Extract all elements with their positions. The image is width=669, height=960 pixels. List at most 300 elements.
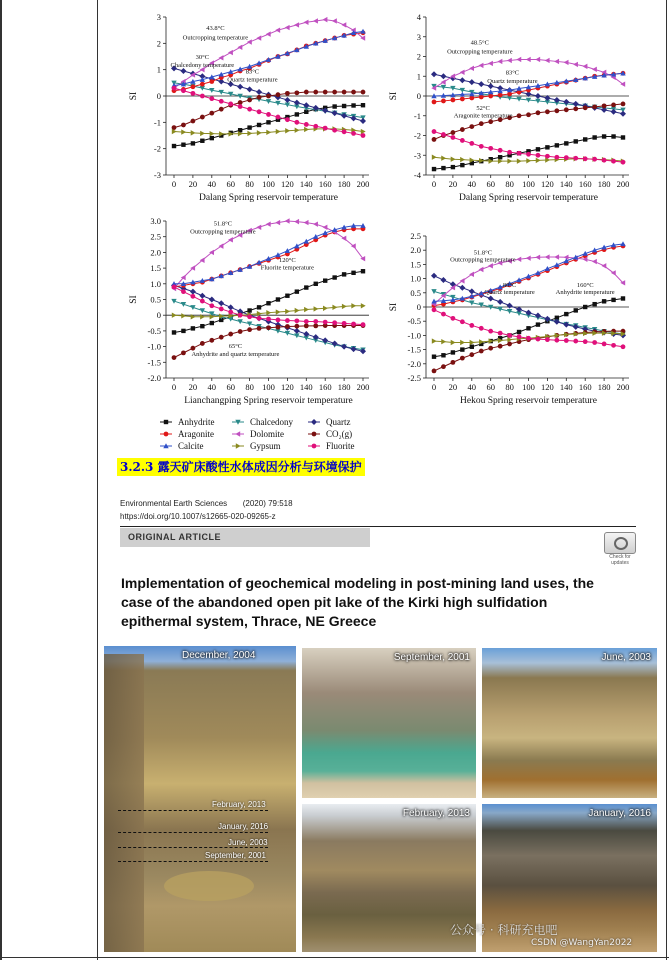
y-tick-label: 1 <box>416 71 421 82</box>
data-point <box>228 50 233 55</box>
data-point <box>479 267 484 272</box>
data-point <box>441 79 446 84</box>
data-point <box>238 313 243 318</box>
data-point <box>332 275 336 279</box>
x-tick-label: 180 <box>597 179 611 189</box>
data-point <box>295 289 299 293</box>
data-point <box>451 165 455 169</box>
data-point <box>469 79 475 85</box>
data-point <box>621 160 626 165</box>
data-point <box>228 310 233 315</box>
data-point <box>432 100 437 105</box>
data-point <box>583 64 588 69</box>
data-point <box>488 94 493 99</box>
annotation: 83°C <box>505 69 520 77</box>
data-point <box>526 336 531 341</box>
data-point <box>507 92 512 97</box>
data-point <box>451 340 456 345</box>
x-tick-label: 200 <box>616 179 630 189</box>
data-point <box>191 326 195 330</box>
y-tick-label: -0.5 <box>147 325 161 336</box>
data-point <box>526 152 531 157</box>
data-point <box>469 141 474 146</box>
x-tick-label: 180 <box>337 179 351 189</box>
annotation: 48.5°C <box>470 39 489 47</box>
check-updates-line1: Check for <box>609 554 631 560</box>
data-point <box>611 102 616 107</box>
data-point <box>219 307 224 312</box>
data-point <box>498 344 503 349</box>
data-point <box>276 318 281 323</box>
x-tick-label: 140 <box>299 179 313 189</box>
data-point <box>564 155 569 160</box>
data-point <box>602 342 607 347</box>
check-for-updates-badge[interactable] <box>604 532 636 564</box>
data-point <box>564 107 569 112</box>
data-point <box>545 254 550 259</box>
data-point <box>200 115 205 120</box>
data-point <box>460 319 465 324</box>
data-point <box>460 127 465 132</box>
doi-link[interactable]: https://doi.org/10.1007/s12665-020-09265-z <box>120 512 276 521</box>
data-point <box>181 350 186 355</box>
x-tick-label: 20 <box>188 382 198 392</box>
page-border-bottom <box>0 957 669 958</box>
data-point <box>266 301 270 305</box>
data-point <box>304 285 308 289</box>
data-point <box>285 25 290 30</box>
data-point <box>361 133 366 138</box>
data-point <box>285 324 290 329</box>
data-point <box>285 294 289 298</box>
data-point <box>190 289 196 295</box>
data-point <box>554 155 559 160</box>
annotation: 80°C <box>502 282 517 290</box>
data-point <box>555 143 559 147</box>
data-point <box>554 97 560 103</box>
data-point <box>460 340 465 345</box>
x-tick-label: 120 <box>541 382 554 392</box>
photo-label-big: December, 2004 <box>182 650 256 661</box>
data-point <box>469 66 474 71</box>
data-point <box>573 156 578 161</box>
data-point <box>351 131 356 136</box>
data-point <box>237 45 242 50</box>
data-point <box>285 128 290 133</box>
legend-label: Gypsum <box>250 441 281 451</box>
y-tick-label: 2.0 <box>410 245 421 256</box>
x-tick-label: 200 <box>616 382 630 392</box>
data-point <box>342 304 347 309</box>
data-point <box>517 113 522 118</box>
data-point <box>304 122 309 127</box>
data-point <box>247 125 251 129</box>
legend-marker <box>164 432 169 437</box>
data-point <box>479 63 484 68</box>
data-point <box>200 341 205 346</box>
x-axis-label: Lianchangping Spring reservoir temperature <box>184 396 353 406</box>
data-point <box>441 339 446 344</box>
level-line-4 <box>118 861 268 862</box>
data-point <box>219 335 224 340</box>
data-point <box>181 143 185 147</box>
y-tick-label: -2.0 <box>147 373 161 383</box>
level-label-jan-2016: January, 2016 <box>218 822 269 831</box>
y-tick-label: 2.5 <box>410 231 421 241</box>
x-tick-label: 20 <box>188 179 198 189</box>
data-point <box>200 131 205 136</box>
data-point <box>583 105 588 110</box>
data-point <box>554 262 559 267</box>
data-point <box>304 220 309 225</box>
x-tick-label: 100 <box>262 382 275 392</box>
data-point <box>247 308 251 312</box>
data-point <box>219 55 224 60</box>
x-axis-label: Dalang Spring reservoir temperature <box>198 193 339 203</box>
y-tick-label: 3 <box>416 31 421 42</box>
y-tick-label: -2 <box>413 130 421 141</box>
data-point <box>460 97 465 102</box>
data-point <box>323 320 328 325</box>
data-point <box>257 95 262 100</box>
data-point <box>592 302 596 306</box>
x-tick-label: 200 <box>356 179 370 189</box>
y-tick-label: -3 <box>153 170 161 180</box>
data-point <box>360 29 365 34</box>
y-tick-label: 0 <box>416 91 421 101</box>
data-point <box>526 112 531 117</box>
level-label-feb-2013: February, 2013 <box>212 800 266 809</box>
x-tick-label: 120 <box>281 382 294 392</box>
data-point <box>441 353 445 357</box>
data-point <box>602 134 606 138</box>
data-point <box>342 104 346 108</box>
x-tick-label: 100 <box>262 179 275 189</box>
data-point <box>611 343 616 348</box>
y-tick-label: 0.5 <box>410 287 421 298</box>
chart-dalang-2 <box>389 12 629 203</box>
data-point <box>498 148 503 153</box>
data-point <box>621 296 625 300</box>
data-point <box>431 273 437 279</box>
y-tick-label: -4 <box>413 170 421 180</box>
data-point <box>332 128 337 133</box>
data-point <box>294 120 299 125</box>
data-point <box>172 313 177 318</box>
annotation: Quartz temperature <box>484 289 535 297</box>
data-point <box>592 259 597 264</box>
data-point <box>592 340 597 345</box>
data-point <box>294 90 299 95</box>
data-point <box>360 118 366 124</box>
data-point <box>228 332 233 337</box>
data-point <box>285 218 290 223</box>
level-label-sep-2001: September, 2001 <box>205 851 266 860</box>
data-point <box>284 97 290 103</box>
data-point <box>516 257 521 262</box>
data-point <box>181 289 186 294</box>
data-point <box>517 330 521 334</box>
article-title: Implementation of geochemical modeling in post-mining land uses, the case of the abandoned open pit lake of the Kirki high sulfidation epithermal system, Thrace, NE Greece <box>121 575 594 629</box>
data-point <box>266 221 271 226</box>
data-point <box>432 338 437 343</box>
journal-name: Environmental Earth Sciences <box>120 499 228 508</box>
data-point <box>621 102 626 107</box>
legend-marker <box>235 431 240 436</box>
data-point <box>517 158 522 163</box>
x-tick-label: 140 <box>559 382 573 392</box>
data-point <box>275 220 280 225</box>
data-point <box>459 77 465 83</box>
data-point <box>181 129 186 134</box>
data-point <box>583 339 588 344</box>
data-point <box>621 344 626 349</box>
data-point <box>266 31 271 36</box>
data-point <box>488 61 493 66</box>
x-tick-label: 0 <box>431 179 437 189</box>
y-tick-label: 0 <box>156 310 161 321</box>
data-point <box>535 255 540 260</box>
data-point <box>621 135 625 139</box>
data-point <box>497 299 503 305</box>
y-tick-label: 0 <box>416 302 421 312</box>
annotation: 65°C <box>228 343 243 351</box>
data-point <box>564 312 568 316</box>
data-point <box>351 322 356 327</box>
data-point <box>323 278 327 282</box>
data-point <box>266 317 271 322</box>
x-tick-label: 60 <box>486 179 495 189</box>
data-point <box>620 111 626 117</box>
y-tick-label: -2.0 <box>407 358 421 369</box>
data-point <box>323 126 328 131</box>
data-point <box>361 303 366 308</box>
data-point <box>361 103 365 107</box>
data-point <box>459 285 465 291</box>
y-tick-label: -1.5 <box>147 357 161 368</box>
data-point <box>469 124 474 129</box>
data-point <box>341 22 346 27</box>
data-point <box>294 328 300 334</box>
data-point <box>440 73 446 79</box>
data-point <box>247 314 252 319</box>
data-point <box>440 277 446 283</box>
data-point <box>304 307 309 312</box>
photo-label-bottom-mid: February, 2013 <box>402 808 470 819</box>
data-point <box>342 129 347 134</box>
data-point <box>441 364 446 369</box>
data-point <box>172 144 176 148</box>
photo-december-2004 <box>104 646 296 952</box>
article-type-bar: ORIGINAL ARTICLE <box>120 528 370 547</box>
x-tick-label: 80 <box>505 179 514 189</box>
data-point <box>219 99 224 104</box>
data-point <box>257 109 262 114</box>
data-point <box>342 90 347 95</box>
data-point <box>332 104 336 108</box>
annotation: Outcropping temperature <box>182 34 249 42</box>
data-point <box>488 263 493 268</box>
data-point <box>285 318 290 323</box>
data-point <box>564 338 569 343</box>
y-tick-label: 1.0 <box>410 273 421 284</box>
annotation: 51.8°C <box>213 220 233 228</box>
data-point <box>583 156 588 161</box>
data-point <box>247 86 253 92</box>
legend-label: Dolomite <box>250 429 284 439</box>
data-point <box>313 18 318 23</box>
data-point <box>611 159 616 164</box>
data-point <box>323 17 328 22</box>
legend-marker <box>236 443 241 448</box>
data-point <box>266 120 270 124</box>
data-point <box>304 127 309 132</box>
data-point <box>432 369 437 374</box>
annotation: 30°C <box>195 54 210 62</box>
data-point <box>432 129 437 134</box>
data-point <box>285 309 290 314</box>
data-point <box>526 158 531 163</box>
y-tick-label: 0 <box>156 91 161 101</box>
data-point <box>276 325 281 330</box>
data-point <box>441 166 445 170</box>
data-point <box>602 103 607 108</box>
x-tick-label: 60 <box>226 382 235 392</box>
data-point <box>441 312 446 317</box>
data-point <box>602 299 606 303</box>
data-point <box>285 117 290 122</box>
annotation: Outcropping temperature <box>190 228 256 236</box>
data-point <box>209 297 215 303</box>
x-tick-label: 0 <box>171 179 177 189</box>
data-point <box>611 298 615 302</box>
x-tick-label: 160 <box>578 382 592 392</box>
data-point <box>172 285 177 290</box>
data-point <box>294 243 299 248</box>
legend-label: CO₂(g) <box>326 429 353 439</box>
data-point <box>209 111 214 116</box>
x-tick-label: 60 <box>226 179 235 189</box>
data-point <box>470 340 475 345</box>
y-tick-label: 1.5 <box>410 259 421 270</box>
data-point <box>479 95 484 100</box>
data-point <box>294 219 299 224</box>
data-point <box>488 146 493 151</box>
level-line-2 <box>118 832 268 833</box>
x-tick-label: 100 <box>522 179 535 189</box>
legend-label: Quartz <box>326 417 351 427</box>
data-point <box>342 272 346 276</box>
y-tick-label: 1.0 <box>150 278 161 289</box>
check-updates-line2: updates <box>611 560 629 566</box>
data-point <box>479 326 484 331</box>
data-point <box>199 293 205 299</box>
legend-label: Anhydrite <box>178 417 215 427</box>
data-point <box>488 346 493 351</box>
data-point <box>535 57 540 62</box>
data-point <box>332 90 337 95</box>
data-point <box>469 288 475 294</box>
data-point <box>441 132 446 137</box>
data-point <box>200 139 204 143</box>
x-tick-label: 160 <box>318 179 332 189</box>
data-point <box>554 254 559 259</box>
data-point <box>536 158 541 163</box>
photo-collage <box>104 646 657 954</box>
data-point <box>451 350 455 354</box>
data-point <box>247 98 252 103</box>
data-point <box>602 158 607 163</box>
x-tick-label: 120 <box>541 179 554 189</box>
data-point <box>432 167 436 171</box>
data-point <box>266 310 271 315</box>
data-point <box>517 151 522 156</box>
data-point <box>507 303 513 309</box>
data-point <box>191 119 196 124</box>
data-point <box>276 297 280 301</box>
data-point <box>228 304 234 310</box>
data-point <box>181 313 186 318</box>
annotation: Quartz temperature <box>487 78 538 86</box>
data-point <box>247 131 252 136</box>
level-label-jun-2003: June, 2003 <box>228 838 268 847</box>
y-tick-label: 1.5 <box>150 263 161 274</box>
data-point <box>257 326 262 331</box>
y-tick-label: -2.5 <box>407 373 421 383</box>
data-point <box>332 320 337 325</box>
data-point <box>545 109 550 114</box>
chart-hekou <box>389 231 629 406</box>
x-tick-label: 40 <box>467 382 477 392</box>
data-point <box>573 339 578 344</box>
data-point <box>469 352 474 357</box>
y-tick-label: 2.0 <box>150 247 161 258</box>
data-point <box>574 139 578 143</box>
data-point <box>460 70 465 75</box>
data-point <box>526 57 531 62</box>
data-point <box>285 91 290 96</box>
data-point <box>432 355 436 359</box>
y-tick-label: -1.0 <box>147 341 161 352</box>
data-point <box>210 136 214 140</box>
data-point <box>592 135 596 139</box>
data-point <box>431 71 437 77</box>
data-point <box>200 94 205 99</box>
data-point <box>238 329 243 334</box>
data-point <box>256 89 262 95</box>
data-point <box>611 134 615 138</box>
journal-info <box>120 497 293 523</box>
data-point <box>545 58 550 63</box>
y-tick-label: 2.5 <box>150 231 161 242</box>
data-point <box>451 316 456 321</box>
data-point <box>517 334 522 339</box>
x-tick-label: 100 <box>522 382 535 392</box>
legend-marker <box>312 444 317 449</box>
data-point <box>304 323 309 328</box>
legend-marker <box>164 420 168 424</box>
y-tick-label: 4 <box>416 12 421 22</box>
data-point <box>583 305 587 309</box>
data-point <box>545 145 549 149</box>
annotation: Outcropping temperature <box>447 48 513 56</box>
data-point <box>304 90 309 95</box>
data-point <box>191 294 196 299</box>
x-axis-label: Hekou Spring reservoir temperature <box>460 396 597 406</box>
data-point <box>479 144 484 149</box>
data-point <box>276 129 281 134</box>
data-point <box>460 347 464 351</box>
